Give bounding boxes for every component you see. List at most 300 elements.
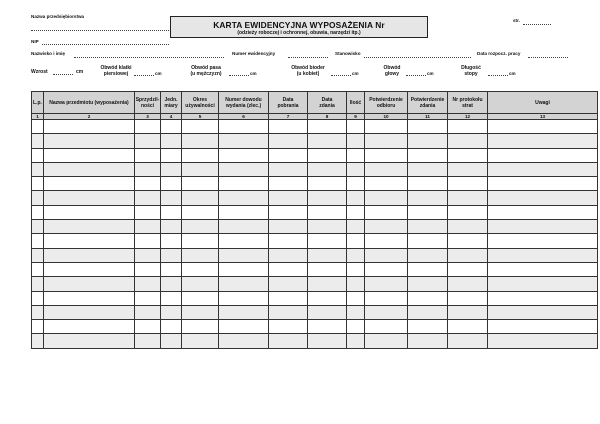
table-cell[interactable] bbox=[269, 134, 308, 148]
column-header-4 bbox=[161, 92, 182, 114]
table-cell[interactable] bbox=[308, 191, 347, 205]
table-row bbox=[32, 291, 598, 305]
table-cell[interactable] bbox=[44, 148, 135, 162]
table-cell[interactable] bbox=[32, 234, 44, 248]
table-cell[interactable] bbox=[219, 262, 269, 276]
measure-head-label-1: Obwód bbox=[383, 65, 401, 71]
table-cell[interactable] bbox=[161, 134, 182, 148]
table-cell[interactable] bbox=[32, 320, 44, 334]
table-cell[interactable] bbox=[44, 234, 135, 248]
table-cell[interactable] bbox=[219, 234, 269, 248]
table-cell[interactable] bbox=[135, 234, 161, 248]
name-field[interactable] bbox=[74, 57, 224, 58]
title-box bbox=[170, 16, 428, 38]
table-row bbox=[32, 234, 598, 248]
table-cell[interactable] bbox=[32, 134, 44, 148]
table-cell[interactable] bbox=[219, 162, 269, 176]
table-cell[interactable] bbox=[408, 262, 448, 276]
table-cell[interactable] bbox=[308, 120, 347, 134]
column-header-1-line-1: L.p. bbox=[33, 99, 42, 106]
table-cell[interactable] bbox=[269, 120, 308, 134]
table-cell[interactable] bbox=[308, 220, 347, 234]
table-cell[interactable] bbox=[308, 134, 347, 148]
table-cell[interactable] bbox=[488, 291, 598, 305]
table-cell[interactable] bbox=[308, 205, 347, 219]
table-cell[interactable] bbox=[308, 305, 347, 319]
table-cell[interactable] bbox=[408, 120, 448, 134]
column-header-11-line-1: Potwierdzenie bbox=[410, 96, 445, 103]
table-cell[interactable] bbox=[161, 220, 182, 234]
table-cell[interactable] bbox=[32, 191, 44, 205]
company-field[interactable] bbox=[31, 30, 169, 31]
table-cell[interactable] bbox=[488, 134, 598, 148]
table-cell[interactable] bbox=[32, 248, 44, 262]
measure-head bbox=[379, 65, 405, 77]
table-cell[interactable] bbox=[161, 177, 182, 191]
table-cell[interactable] bbox=[269, 177, 308, 191]
table-cell[interactable] bbox=[135, 291, 161, 305]
column-header-4-line-2: miary bbox=[164, 102, 178, 109]
table-cell[interactable] bbox=[32, 177, 44, 191]
table-cell[interactable] bbox=[161, 205, 182, 219]
table-cell[interactable] bbox=[365, 320, 408, 334]
table-cell[interactable] bbox=[219, 277, 269, 291]
table-cell[interactable] bbox=[161, 162, 182, 176]
table-cell[interactable] bbox=[448, 334, 488, 348]
table-cell[interactable] bbox=[308, 262, 347, 276]
table-cell[interactable] bbox=[448, 120, 488, 134]
equipment-table bbox=[31, 91, 598, 349]
column-number-7: 7 bbox=[269, 114, 308, 120]
table-cell[interactable] bbox=[488, 148, 598, 162]
table-cell[interactable] bbox=[44, 162, 135, 176]
form-subtitle: (odzieży roboczej i ochronnej, obuwia, narzędzi itp.) bbox=[237, 30, 361, 36]
table-row bbox=[32, 277, 598, 291]
table-cell[interactable] bbox=[44, 277, 135, 291]
table-cell[interactable] bbox=[269, 220, 308, 234]
table-cell[interactable] bbox=[448, 134, 488, 148]
table-cell[interactable] bbox=[365, 234, 408, 248]
table-cell[interactable] bbox=[347, 305, 365, 319]
table-cell[interactable] bbox=[347, 162, 365, 176]
table-cell[interactable] bbox=[448, 177, 488, 191]
page-field[interactable] bbox=[523, 24, 551, 25]
table-cell[interactable] bbox=[135, 177, 161, 191]
table-cell[interactable] bbox=[135, 220, 161, 234]
table-cell[interactable] bbox=[448, 248, 488, 262]
measure-waist-unit: cm bbox=[250, 71, 257, 76]
table-cell[interactable] bbox=[32, 277, 44, 291]
table-header-row bbox=[32, 92, 598, 114]
table-row bbox=[32, 148, 598, 162]
table-cell[interactable] bbox=[488, 191, 598, 205]
table-cell[interactable] bbox=[219, 120, 269, 134]
column-number-6: 6 bbox=[219, 114, 269, 120]
table-cell[interactable] bbox=[44, 248, 135, 262]
table-cell[interactable] bbox=[32, 120, 44, 134]
table-cell[interactable] bbox=[32, 305, 44, 319]
table-cell[interactable] bbox=[269, 191, 308, 205]
table-cell[interactable] bbox=[448, 320, 488, 334]
table-cell[interactable] bbox=[44, 320, 135, 334]
table-cell[interactable] bbox=[219, 320, 269, 334]
table-row bbox=[32, 177, 598, 191]
table-cell[interactable] bbox=[365, 120, 408, 134]
column-header-10 bbox=[365, 92, 408, 114]
table-cell[interactable] bbox=[161, 305, 182, 319]
table-cell[interactable] bbox=[308, 162, 347, 176]
column-header-8-line-2: zdania bbox=[319, 102, 335, 109]
table-cell[interactable] bbox=[365, 191, 408, 205]
table-cell[interactable] bbox=[32, 205, 44, 219]
table-cell[interactable] bbox=[347, 320, 365, 334]
table-cell[interactable] bbox=[44, 177, 135, 191]
table-cell[interactable] bbox=[219, 220, 269, 234]
measure-foot-label-1: Długość bbox=[461, 65, 481, 71]
table-cell[interactable] bbox=[182, 334, 219, 348]
table-cell[interactable] bbox=[219, 291, 269, 305]
table-cell[interactable] bbox=[347, 191, 365, 205]
table-cell[interactable] bbox=[32, 162, 44, 176]
table-cell[interactable] bbox=[44, 191, 135, 205]
table-row bbox=[32, 162, 598, 176]
table-cell[interactable] bbox=[448, 234, 488, 248]
table-cell[interactable] bbox=[219, 191, 269, 205]
column-header-11 bbox=[408, 92, 448, 114]
table-cell[interactable] bbox=[161, 191, 182, 205]
table-cell[interactable] bbox=[448, 148, 488, 162]
table-cell[interactable] bbox=[161, 148, 182, 162]
column-header-9-line-1: Ilość bbox=[349, 99, 362, 106]
table-cell[interactable] bbox=[448, 220, 488, 234]
table-cell[interactable] bbox=[161, 262, 182, 276]
table-cell[interactable] bbox=[347, 334, 365, 348]
table-cell[interactable] bbox=[182, 148, 219, 162]
table-cell[interactable] bbox=[161, 248, 182, 262]
table-cell[interactable] bbox=[408, 162, 448, 176]
table-cell[interactable] bbox=[135, 320, 161, 334]
table-cell[interactable] bbox=[32, 334, 44, 348]
column-header-7 bbox=[269, 92, 308, 114]
column-header-5-line-2: używalności bbox=[185, 102, 215, 109]
column-number-12: 12 bbox=[448, 114, 488, 120]
table-cell[interactable] bbox=[408, 177, 448, 191]
table-cell[interactable] bbox=[488, 162, 598, 176]
table-cell[interactable] bbox=[161, 120, 182, 134]
table-cell[interactable] bbox=[182, 320, 219, 334]
nip-label: NIP bbox=[31, 39, 39, 44]
table-cell[interactable] bbox=[135, 305, 161, 319]
name-label: Nazwisko i imię bbox=[31, 51, 65, 56]
table-cell[interactable] bbox=[182, 305, 219, 319]
measure-hips-field[interactable] bbox=[331, 75, 351, 76]
table-cell[interactable] bbox=[488, 177, 598, 191]
measure-chest-label-2: piersiowej bbox=[103, 71, 129, 77]
table-cell[interactable] bbox=[219, 148, 269, 162]
table-cell[interactable] bbox=[408, 277, 448, 291]
column-number-9: 9 bbox=[347, 114, 365, 120]
column-header-12-line-2: strat bbox=[462, 102, 473, 109]
table-cell[interactable] bbox=[135, 248, 161, 262]
table-cell[interactable] bbox=[448, 205, 488, 219]
column-number-3: 3 bbox=[135, 114, 161, 120]
table-cell[interactable] bbox=[488, 220, 598, 234]
column-header-3-line-1: Sprzydzil- bbox=[135, 96, 160, 103]
table-cell[interactable] bbox=[408, 320, 448, 334]
table-row bbox=[32, 191, 598, 205]
column-header-5-line-1: Okres bbox=[192, 96, 208, 103]
table-cell[interactable] bbox=[135, 191, 161, 205]
column-number-11: 11 bbox=[408, 114, 448, 120]
column-header-2-line-1: Nazwa przedmiotu (wyposażenia) bbox=[49, 99, 129, 106]
table-cell[interactable] bbox=[365, 205, 408, 219]
table-cell[interactable] bbox=[135, 148, 161, 162]
table-cell[interactable] bbox=[347, 177, 365, 191]
table-cell[interactable] bbox=[308, 291, 347, 305]
table-cell[interactable] bbox=[365, 334, 408, 348]
table-cell[interactable] bbox=[488, 334, 598, 348]
table-cell[interactable] bbox=[488, 305, 598, 319]
table-cell[interactable] bbox=[135, 334, 161, 348]
table-cell[interactable] bbox=[219, 334, 269, 348]
table-cell[interactable] bbox=[347, 291, 365, 305]
table-cell[interactable] bbox=[448, 191, 488, 205]
company-label: Nazwa przedsiębiorstwa bbox=[31, 14, 85, 19]
table-cell[interactable] bbox=[182, 162, 219, 176]
table-cell[interactable] bbox=[408, 148, 448, 162]
table-cell[interactable] bbox=[347, 220, 365, 234]
table-cell[interactable] bbox=[269, 291, 308, 305]
table-cell[interactable] bbox=[488, 120, 598, 134]
table-cell[interactable] bbox=[365, 291, 408, 305]
table-cell[interactable] bbox=[408, 248, 448, 262]
table-cell[interactable] bbox=[347, 205, 365, 219]
measure-foot-unit: cm bbox=[509, 71, 516, 76]
table-cell[interactable] bbox=[308, 234, 347, 248]
table-cell[interactable] bbox=[182, 205, 219, 219]
table-cell[interactable] bbox=[219, 177, 269, 191]
table-cell[interactable] bbox=[161, 277, 182, 291]
measure-head-label-2: głowy bbox=[384, 71, 400, 77]
table-cell[interactable] bbox=[347, 134, 365, 148]
column-header-10-line-1: Potwierdzenie bbox=[369, 96, 403, 103]
table-cell[interactable] bbox=[408, 205, 448, 219]
table-cell[interactable] bbox=[182, 120, 219, 134]
table-cell[interactable] bbox=[448, 262, 488, 276]
table-cell[interactable] bbox=[182, 248, 219, 262]
column-number-8: 8 bbox=[308, 114, 347, 120]
table-cell[interactable] bbox=[269, 162, 308, 176]
measure-waist-field[interactable] bbox=[229, 75, 249, 76]
table-cell[interactable] bbox=[269, 248, 308, 262]
table-cell[interactable] bbox=[308, 334, 347, 348]
measure-chest-unit: cm bbox=[155, 71, 162, 76]
table-cell[interactable] bbox=[182, 220, 219, 234]
table-cell[interactable] bbox=[347, 262, 365, 276]
measure-chest-field[interactable] bbox=[134, 75, 154, 76]
column-header-13 bbox=[488, 92, 598, 114]
column-number-2: 2 bbox=[44, 114, 135, 120]
measure-waist-label-1: Obwód pasa bbox=[191, 65, 221, 71]
table-cell[interactable] bbox=[269, 262, 308, 276]
table-cell[interactable] bbox=[44, 220, 135, 234]
column-header-3 bbox=[135, 92, 161, 114]
table-cell[interactable] bbox=[269, 277, 308, 291]
table-cell[interactable] bbox=[408, 291, 448, 305]
table-cell[interactable] bbox=[32, 220, 44, 234]
table-cell[interactable] bbox=[365, 177, 408, 191]
column-header-5 bbox=[182, 92, 219, 114]
table-cell[interactable] bbox=[219, 248, 269, 262]
table-cell[interactable] bbox=[161, 291, 182, 305]
measure-hips bbox=[287, 65, 329, 77]
table-cell[interactable] bbox=[182, 291, 219, 305]
position-label: Stanowisko bbox=[335, 51, 361, 56]
table-cell[interactable] bbox=[488, 320, 598, 334]
table-row bbox=[32, 262, 598, 276]
table-cell[interactable] bbox=[347, 248, 365, 262]
table-cell[interactable] bbox=[365, 262, 408, 276]
column-header-2 bbox=[44, 92, 135, 114]
table-cell[interactable] bbox=[219, 134, 269, 148]
table-cell[interactable] bbox=[308, 177, 347, 191]
table-cell[interactable] bbox=[44, 291, 135, 305]
table-cell[interactable] bbox=[365, 148, 408, 162]
column-header-3-line-2: ności bbox=[140, 102, 155, 109]
measure-height bbox=[31, 69, 84, 75]
column-header-10-line-2: odbioru bbox=[376, 102, 396, 109]
measure-foot-field[interactable] bbox=[488, 75, 508, 76]
table-cell[interactable] bbox=[448, 162, 488, 176]
table-cell[interactable] bbox=[161, 334, 182, 348]
table-cell[interactable] bbox=[44, 262, 135, 276]
position-field[interactable] bbox=[364, 57, 471, 58]
table-cell[interactable] bbox=[161, 320, 182, 334]
table-cell[interactable] bbox=[135, 120, 161, 134]
table-cell[interactable] bbox=[44, 205, 135, 219]
table-cell[interactable] bbox=[135, 134, 161, 148]
table-cell[interactable] bbox=[32, 148, 44, 162]
table-cell[interactable] bbox=[308, 248, 347, 262]
table-cell[interactable] bbox=[488, 248, 598, 262]
table-row bbox=[32, 320, 598, 334]
table-cell[interactable] bbox=[44, 120, 135, 134]
table-cell[interactable] bbox=[269, 305, 308, 319]
start-date-field[interactable] bbox=[528, 57, 568, 58]
table-cell[interactable] bbox=[308, 320, 347, 334]
table-cell[interactable] bbox=[448, 291, 488, 305]
column-header-11-line-2: zdania bbox=[419, 102, 436, 109]
table-cell[interactable] bbox=[347, 277, 365, 291]
page-label: str. bbox=[513, 18, 520, 23]
table-cell[interactable] bbox=[269, 148, 308, 162]
table-cell[interactable] bbox=[408, 134, 448, 148]
table-cell[interactable] bbox=[135, 205, 161, 219]
table-cell[interactable] bbox=[269, 334, 308, 348]
table-cell[interactable] bbox=[182, 262, 219, 276]
column-header-12-line-1: Nr protokołu bbox=[452, 96, 483, 103]
table-cell[interactable] bbox=[347, 120, 365, 134]
measure-foot-label-2: stopy bbox=[464, 71, 478, 77]
table-cell[interactable] bbox=[308, 277, 347, 291]
table-cell[interactable] bbox=[408, 305, 448, 319]
table-row bbox=[32, 248, 598, 262]
table-cell[interactable] bbox=[365, 220, 408, 234]
table-row bbox=[32, 334, 598, 348]
table-cell[interactable] bbox=[182, 177, 219, 191]
table-cell[interactable] bbox=[219, 205, 269, 219]
record-number-label: Numer ewidencyjny bbox=[232, 51, 276, 56]
column-header-6-line-1: Numer dowodu bbox=[225, 96, 262, 103]
record-number-field[interactable] bbox=[288, 57, 328, 58]
table-cell[interactable] bbox=[135, 162, 161, 176]
table-cell[interactable] bbox=[32, 262, 44, 276]
table-cell[interactable] bbox=[408, 220, 448, 234]
column-header-6-line-2: wydania (zlec.) bbox=[225, 102, 262, 109]
table-cell[interactable] bbox=[135, 262, 161, 276]
table-cell[interactable] bbox=[365, 277, 408, 291]
table-cell[interactable] bbox=[488, 277, 598, 291]
column-number-1: 1 bbox=[32, 114, 44, 120]
table-cell[interactable] bbox=[182, 134, 219, 148]
measure-foot bbox=[456, 65, 486, 77]
nip-field[interactable] bbox=[42, 44, 169, 45]
column-header-1 bbox=[32, 92, 44, 114]
table-cell[interactable] bbox=[408, 334, 448, 348]
table-cell[interactable] bbox=[44, 334, 135, 348]
table-cell[interactable] bbox=[182, 234, 219, 248]
table-row bbox=[32, 134, 598, 148]
table-cell[interactable] bbox=[365, 162, 408, 176]
table-cell[interactable] bbox=[182, 191, 219, 205]
table-cell[interactable] bbox=[448, 277, 488, 291]
column-header-8-line-1: Data bbox=[321, 96, 333, 103]
table-cell[interactable] bbox=[408, 191, 448, 205]
table-cell[interactable] bbox=[408, 234, 448, 248]
table-row bbox=[32, 205, 598, 219]
table-cell[interactable] bbox=[488, 234, 598, 248]
table-cell[interactable] bbox=[269, 320, 308, 334]
measure-hips-unit: cm bbox=[352, 71, 359, 76]
table-cell[interactable] bbox=[32, 291, 44, 305]
column-number-5: 5 bbox=[182, 114, 219, 120]
measure-head-field[interactable] bbox=[406, 75, 426, 76]
table-cell[interactable] bbox=[448, 305, 488, 319]
table-cell[interactable] bbox=[365, 134, 408, 148]
table-cell[interactable] bbox=[269, 205, 308, 219]
table-cell[interactable] bbox=[44, 305, 135, 319]
measure-height-field[interactable] bbox=[53, 69, 73, 75]
measure-hips-label-1: Obwód bioder bbox=[291, 65, 325, 71]
table-cell[interactable] bbox=[269, 234, 308, 248]
measure-hips-label-2: (u kobiet) bbox=[296, 71, 320, 77]
table-cell[interactable] bbox=[347, 234, 365, 248]
table-cell[interactable] bbox=[219, 305, 269, 319]
table-cell[interactable] bbox=[308, 148, 347, 162]
table-cell[interactable] bbox=[347, 148, 365, 162]
column-header-7-line-2: pobrania bbox=[277, 102, 299, 109]
table-cell[interactable] bbox=[135, 277, 161, 291]
start-date-label: Data rozpocz. pracy bbox=[477, 51, 521, 56]
table-cell[interactable] bbox=[365, 248, 408, 262]
table-cell[interactable] bbox=[182, 277, 219, 291]
table-cell[interactable] bbox=[365, 305, 408, 319]
table-cell[interactable] bbox=[488, 262, 598, 276]
table-cell[interactable] bbox=[488, 205, 598, 219]
table-cell[interactable] bbox=[44, 134, 135, 148]
table-cell[interactable] bbox=[161, 234, 182, 248]
table-row bbox=[32, 120, 598, 134]
